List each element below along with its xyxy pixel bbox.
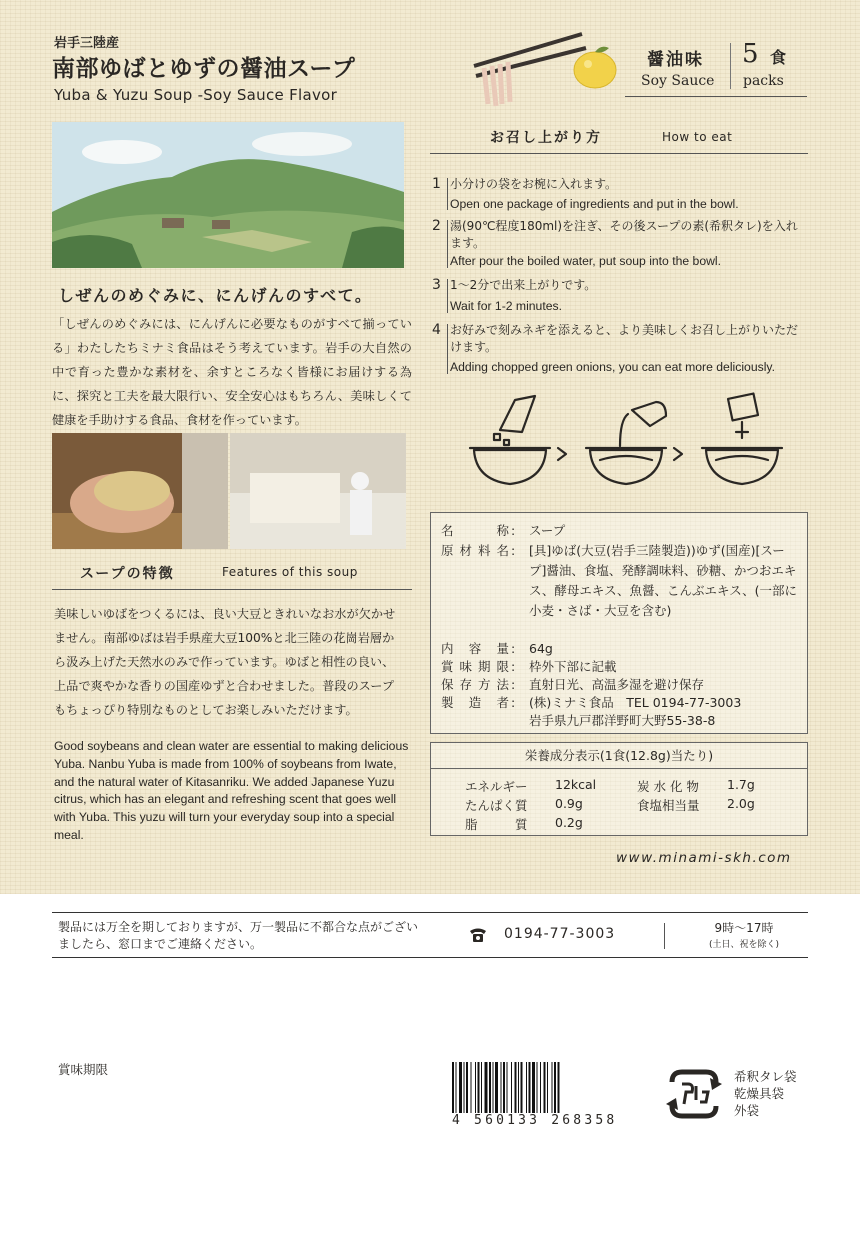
nutrition-facts-table: [430, 742, 808, 836]
yuzu-fruit-icon: [570, 44, 620, 90]
pla-recycle-icon: [666, 1068, 722, 1120]
nutrition-value: 12kcal: [555, 777, 597, 792]
step-text-jp: 1～2分で出来上がりです。: [450, 278, 597, 292]
yuba-factory-photo: [230, 433, 406, 549]
step-text-en: Adding chopped green onions, you can eat more deliciously.: [450, 360, 775, 374]
features-text-jp: 美味しいゆばをつくるには、良い大豆ときれいなお水が欠かせません。南部ゆばは岩手県産大豆100%と北三陸の花崗岩層から汲み上げた天然水のみで作っています。ゆばと相性の良い、上品で爽やかな香りの国産ゆずと合わせました。普段のスープもちょっぴり特別なものとしてお楽しみいただけます。: [54, 607, 396, 717]
step-bar: [447, 324, 448, 374]
step-number: 3: [432, 277, 441, 293]
step-text-jp: お好みで刻みネギを添えると、より美味しくお召し上がりいただけます。: [450, 323, 799, 354]
info-colon: :: [511, 523, 516, 538]
info-value: 枠外下部に記載: [529, 659, 617, 674]
divider: [730, 43, 731, 89]
info-value: 直射日光、高温多湿を避け保存: [529, 677, 705, 692]
business-hours-note: (土日、祝を除く): [708, 940, 780, 950]
step-text-en: Open one package of ingredients and put in the bowl.: [450, 197, 739, 211]
nutrition-value: 0.2g: [555, 815, 583, 830]
recycle-items: [734, 1068, 797, 1119]
step-text-en: After pour the boiled water, put soup into the bowl.: [450, 254, 722, 268]
step-bar: [447, 178, 448, 210]
preparation-steps-illustration: [460, 390, 790, 490]
flavor-label: [625, 35, 807, 97]
mountain-landscape-image: [52, 122, 404, 268]
info-label: 原材料名: [441, 543, 509, 558]
nutrition-title: 栄養成分表示(1食(12.8g)当たり): [431, 743, 807, 769]
info-colon: :: [511, 677, 516, 692]
phone-number: 0194-77-3003: [504, 926, 616, 942]
nutrition-label: エネルギー: [465, 779, 528, 794]
features-heading-en: Features of this soup: [222, 565, 358, 579]
info-value: スープ: [529, 523, 566, 538]
info-value: (株)ミナミ食品 TEL 0194-77-3003: [529, 695, 742, 710]
expiry-date-label: 賞味期限: [58, 1062, 109, 1077]
features-text-en: Good soybeans and clean water are essential to making delicious Yuba. Nanbu Yuba is made from 100% of soybeans from Iwate, and the natural water of Kitasanriku. We added Japanese Yuzu citrus, which has an elegant and refreshing scent that goes well with Yuba. This yuzu will turn your everyday soup into a special meal.: [54, 739, 409, 842]
recycle-item: 希釈タレ袋: [734, 1069, 797, 1084]
step-text-jp: 小分けの袋をお椀に入れます。: [450, 177, 618, 191]
info-label: 名 称: [441, 523, 509, 538]
nutrition-label: 脂 質: [465, 817, 528, 832]
step-bar: [447, 279, 448, 313]
info-value: 64g: [529, 641, 553, 656]
notice-text: 製品には万全を期しておりますが、万一製品に不都合な点がございましたら、窓口までご連絡ください。: [58, 920, 419, 951]
recycle-item: 外袋: [734, 1103, 760, 1118]
manufacturer-address: 岩手県九戸郡洋野町大野55-38-8: [529, 713, 716, 728]
website-url: www.minami-skh.com: [616, 850, 792, 866]
origin-subtitle: 岩手三陸産: [54, 36, 120, 51]
recycle-item: 乾燥具袋: [734, 1086, 785, 1101]
info-label: 内 容 量: [441, 641, 509, 656]
soybeans-hands-photo: [52, 433, 228, 549]
divider: [664, 923, 665, 949]
product-title-jp: 南部ゆばとゆずの醤油スープ: [52, 56, 356, 82]
business-hours: 9時～17時: [714, 921, 774, 935]
how-to-eat-heading-jp: お召し上がり方: [490, 130, 602, 146]
info-label: 保存方法: [441, 677, 509, 692]
pack-count-unit-en: packs: [743, 73, 784, 89]
nutrition-label: たんぱく質: [465, 798, 528, 813]
how-to-eat-heading: [430, 118, 808, 154]
flavor-name-jp: 醤油味: [647, 50, 704, 70]
slogan: しぜんのめぐみに、にんげんのすべて。: [58, 286, 373, 305]
step-text-jp: 湯(90℃程度180ml)を注ぎ、その後スープの素(希釈タレ)を入れます。: [450, 219, 798, 250]
info-value: [具]ゆば(大豆(岩手三陸製造))ゆず(国産)[スープ]醤油、食塩、発酵調味料、砂糖、かつおエキス、酵母エキス、魚醤、こんぶエキス、(一部に小麦・さば・大豆を含む): [529, 543, 798, 618]
info-colon: :: [511, 543, 516, 558]
how-to-eat-heading-en: How to eat: [662, 130, 733, 144]
nutrition-value: 1.7g: [727, 777, 755, 792]
info-colon: :: [511, 659, 516, 674]
nutrition-label: 炭 水 化 物: [637, 779, 699, 794]
step-bar: [447, 220, 448, 268]
pack-count-unit-jp: 食: [770, 48, 787, 67]
step-text-en: Wait for 1-2 minutes.: [450, 299, 562, 313]
info-colon: :: [511, 695, 516, 710]
features-heading-jp: スープの特徴: [80, 566, 175, 582]
step-number: 1: [432, 176, 441, 192]
step-number: 2: [432, 218, 441, 234]
telephone-icon: [468, 927, 488, 943]
product-title-en: Yuba & Yuzu Soup -Soy Sauce Flavor: [54, 86, 338, 104]
customer-notice: [52, 912, 808, 958]
step-number: 4: [432, 322, 441, 338]
flavor-name-en: Soy Sauce: [641, 73, 715, 89]
nutrition-value: 0.9g: [555, 796, 583, 811]
info-label: 賞味期限: [441, 659, 509, 674]
pack-count: 5: [742, 39, 759, 69]
features-heading: [52, 556, 412, 590]
info-colon: :: [511, 641, 516, 656]
barcode-number: 4 560133 268358: [452, 1113, 618, 1128]
info-label: 製 造 者: [441, 695, 509, 710]
product-info-table: [430, 512, 808, 734]
company-intro-text: 「しぜんのめぐみには、にんげんに必要なものがすべて揃っている」わたしたちミナミ食品はそう考えています。岩手の大自然の中で育った豊かな素材を、余すところなく皆様にお届けする為に、探究と工夫を最大限行い、安全安心はもちろん、美味しくて健康を手助けする食品、食材を作っています。: [52, 317, 412, 427]
nutrition-value: 2.0g: [727, 796, 755, 811]
nutrition-label: 食塩相当量: [637, 798, 700, 813]
